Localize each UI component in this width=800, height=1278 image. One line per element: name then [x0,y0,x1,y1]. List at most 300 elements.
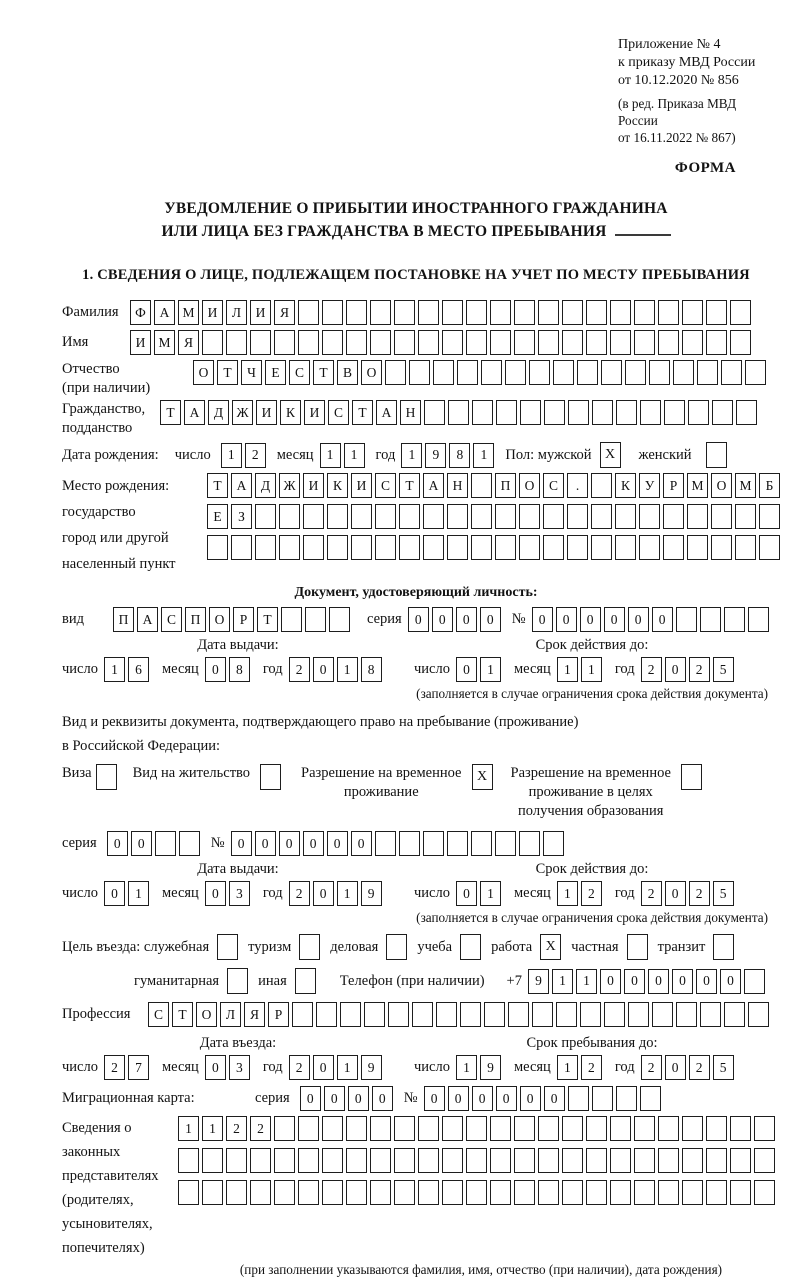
purpose-official-checkbox[interactable] [217,934,238,960]
char-cell[interactable] [250,1180,271,1205]
char-cell[interactable]: И [303,473,324,498]
char-cell[interactable]: 9 [361,881,382,906]
char-cell[interactable] [179,831,200,856]
char-cell[interactable]: Н [400,400,421,425]
char-cell[interactable]: 0 [279,831,300,856]
char-cell[interactable] [457,360,478,385]
char-cell[interactable]: 0 [448,1086,469,1111]
char-cell[interactable] [615,504,636,529]
char-cell[interactable]: К [615,473,636,498]
char-cell[interactable]: Т [257,607,278,632]
char-cell[interactable]: И [351,473,372,498]
char-cell[interactable] [592,400,613,425]
char-cell[interactable] [370,1148,391,1173]
char-cell[interactable]: 0 [107,831,128,856]
char-cell[interactable] [639,504,660,529]
visa-checkbox[interactable] [96,764,117,790]
char-cell[interactable] [250,1148,271,1173]
char-cell[interactable]: Р [233,607,254,632]
reps-cells-row1[interactable] [178,1116,778,1141]
char-cell[interactable] [490,300,511,325]
char-cell[interactable] [616,1086,637,1111]
char-cell[interactable]: 2 [245,443,266,468]
migration-number-cells[interactable] [424,1086,664,1111]
char-cell[interactable]: 2 [226,1116,247,1141]
entry-year-cells[interactable] [289,1055,385,1080]
char-cell[interactable]: 0 [131,831,152,856]
char-cell[interactable] [442,1180,463,1205]
char-cell[interactable]: 0 [556,607,577,632]
birth-month-cells[interactable] [320,443,368,468]
char-cell[interactable]: 0 [300,1086,321,1111]
char-cell[interactable] [394,330,415,355]
char-cell[interactable]: С [543,473,564,498]
char-cell[interactable] [316,1002,337,1027]
char-cell[interactable]: 0 [600,969,621,994]
char-cell[interactable]: Л [220,1002,241,1027]
char-cell[interactable] [586,1148,607,1173]
char-cell[interactable]: 0 [520,1086,541,1111]
char-cell[interactable] [178,1180,199,1205]
char-cell[interactable] [586,1116,607,1141]
purpose-business-checkbox[interactable] [386,934,407,960]
char-cell[interactable] [484,1002,505,1027]
char-cell[interactable] [370,1180,391,1205]
char-cell[interactable] [202,1180,223,1205]
char-cell[interactable]: 1 [480,657,501,682]
char-cell[interactable] [370,1116,391,1141]
char-cell[interactable] [634,1116,655,1141]
char-cell[interactable]: 8 [229,657,250,682]
char-cell[interactable]: К [280,400,301,425]
purpose-private-checkbox[interactable] [627,934,648,960]
char-cell[interactable]: 0 [408,607,429,632]
char-cell[interactable] [580,1002,601,1027]
char-cell[interactable] [730,330,751,355]
char-cell[interactable] [682,1148,703,1173]
char-cell[interactable] [673,360,694,385]
char-cell[interactable]: О [361,360,382,385]
char-cell[interactable] [327,504,348,529]
char-cell[interactable]: 0 [496,1086,517,1111]
char-cell[interactable] [682,300,703,325]
char-cell[interactable]: Т [313,360,334,385]
char-cell[interactable]: С [161,607,182,632]
char-cell[interactable]: А [184,400,205,425]
reps-cells-row2[interactable] [178,1148,778,1173]
char-cell[interactable]: О [711,473,732,498]
char-cell[interactable] [274,330,295,355]
char-cell[interactable] [634,330,655,355]
char-cell[interactable] [520,400,541,425]
char-cell[interactable] [759,504,780,529]
char-cell[interactable]: Т [217,360,238,385]
char-cell[interactable] [298,1148,319,1173]
char-cell[interactable]: 0 [648,969,669,994]
char-cell[interactable] [687,504,708,529]
entry-month-cells[interactable] [205,1055,253,1080]
char-cell[interactable] [754,1180,775,1205]
char-cell[interactable]: 0 [255,831,276,856]
char-cell[interactable] [538,1148,559,1173]
residence-valid-day-cells[interactable] [456,881,504,906]
char-cell[interactable]: 1 [552,969,573,994]
char-cell[interactable]: 9 [528,969,549,994]
char-cell[interactable] [562,1180,583,1205]
char-cell[interactable]: 1 [473,443,494,468]
char-cell[interactable]: Я [274,300,295,325]
char-cell[interactable] [418,1148,439,1173]
char-cell[interactable]: 0 [652,607,673,632]
char-cell[interactable] [730,300,751,325]
char-cell[interactable] [375,535,396,560]
char-cell[interactable] [706,1180,727,1205]
char-cell[interactable] [303,504,324,529]
char-cell[interactable] [568,400,589,425]
char-cell[interactable]: 1 [337,881,358,906]
purpose-work-checkbox[interactable]: X [540,934,561,960]
char-cell[interactable]: 0 [696,969,717,994]
char-cell[interactable] [676,607,697,632]
char-cell[interactable]: 0 [205,657,226,682]
char-cell[interactable]: М [735,473,756,498]
char-cell[interactable]: Л [226,300,247,325]
char-cell[interactable] [712,400,733,425]
char-cell[interactable]: А [376,400,397,425]
char-cell[interactable] [604,1002,625,1027]
char-cell[interactable] [322,1148,343,1173]
char-cell[interactable]: 1 [557,657,578,682]
char-cell[interactable] [471,831,492,856]
char-cell[interactable] [466,330,487,355]
char-cell[interactable]: С [375,473,396,498]
char-cell[interactable] [634,300,655,325]
given-name-cells[interactable] [130,330,754,355]
char-cell[interactable] [298,300,319,325]
char-cell[interactable] [490,1116,511,1141]
char-cell[interactable] [514,1116,535,1141]
char-cell[interactable]: М [178,300,199,325]
char-cell[interactable]: 1 [557,881,578,906]
doc-kind-cells[interactable] [113,607,353,632]
char-cell[interactable]: 5 [713,881,734,906]
char-cell[interactable]: 5 [713,1055,734,1080]
char-cell[interactable] [697,360,718,385]
purpose-transit-checkbox[interactable] [713,934,734,960]
stay-day-cells[interactable] [456,1055,504,1080]
residence-valid-year-cells[interactable] [641,881,737,906]
char-cell[interactable]: 2 [289,1055,310,1080]
char-cell[interactable] [495,831,516,856]
doc-valid-day-cells[interactable] [456,657,504,682]
doc-issue-month-cells[interactable] [205,657,253,682]
char-cell[interactable]: 2 [289,657,310,682]
char-cell[interactable] [519,504,540,529]
char-cell[interactable]: 1 [576,969,597,994]
char-cell[interactable] [591,504,612,529]
char-cell[interactable]: 0 [480,607,501,632]
doc-valid-year-cells[interactable] [641,657,737,682]
doc-valid-month-cells[interactable] [557,657,605,682]
char-cell[interactable] [399,504,420,529]
char-cell[interactable] [298,1180,319,1205]
char-cell[interactable] [409,360,430,385]
char-cell[interactable] [340,1002,361,1027]
char-cell[interactable] [658,1180,679,1205]
char-cell[interactable]: 2 [581,881,602,906]
profession-cells[interactable] [148,1002,772,1027]
char-cell[interactable] [754,1148,775,1173]
char-cell[interactable] [736,400,757,425]
residence-valid-month-cells[interactable] [557,881,605,906]
char-cell[interactable]: 0 [472,1086,493,1111]
char-cell[interactable]: 2 [250,1116,271,1141]
sex-female-checkbox[interactable] [706,442,727,468]
char-cell[interactable] [322,330,343,355]
char-cell[interactable] [508,1002,529,1027]
char-cell[interactable]: 0 [665,881,686,906]
char-cell[interactable]: Ч [241,360,262,385]
char-cell[interactable]: А [423,473,444,498]
char-cell[interactable] [433,360,454,385]
char-cell[interactable]: 0 [532,607,553,632]
birth-place-cells-row2[interactable] [207,504,783,529]
sex-male-checkbox[interactable]: X [600,442,621,468]
char-cell[interactable] [706,1116,727,1141]
char-cell[interactable] [496,400,517,425]
char-cell[interactable]: И [256,400,277,425]
char-cell[interactable] [202,330,223,355]
char-cell[interactable] [412,1002,433,1027]
char-cell[interactable]: 0 [456,657,477,682]
char-cell[interactable] [495,504,516,529]
char-cell[interactable] [447,504,468,529]
char-cell[interactable]: . [567,473,588,498]
char-cell[interactable]: 1 [221,443,242,468]
char-cell[interactable] [490,1180,511,1205]
purpose-other-checkbox[interactable] [295,968,316,994]
char-cell[interactable]: 0 [348,1086,369,1111]
char-cell[interactable] [490,1148,511,1173]
char-cell[interactable]: 2 [289,881,310,906]
char-cell[interactable]: Д [255,473,276,498]
char-cell[interactable]: О [519,473,540,498]
char-cell[interactable] [682,1116,703,1141]
char-cell[interactable]: 2 [581,1055,602,1080]
char-cell[interactable]: 9 [480,1055,501,1080]
residence-issue-year-cells[interactable] [289,881,385,906]
char-cell[interactable] [553,360,574,385]
doc-number-cells[interactable] [532,607,772,632]
char-cell[interactable] [394,1116,415,1141]
char-cell[interactable]: Т [399,473,420,498]
char-cell[interactable]: О [196,1002,217,1027]
char-cell[interactable] [274,1148,295,1173]
birth-place-cells-row1[interactable] [207,473,783,498]
reps-cells-row3[interactable] [178,1180,778,1205]
char-cell[interactable]: 1 [337,1055,358,1080]
char-cell[interactable] [577,360,598,385]
char-cell[interactable]: К [327,473,348,498]
char-cell[interactable]: 2 [689,881,710,906]
char-cell[interactable] [255,504,276,529]
residence-issue-month-cells[interactable] [205,881,253,906]
char-cell[interactable] [567,535,588,560]
char-cell[interactable]: Н [447,473,468,498]
citizenship-cells[interactable] [160,400,760,425]
char-cell[interactable] [639,535,660,560]
migration-series-cells[interactable] [300,1086,396,1111]
char-cell[interactable] [532,1002,553,1027]
char-cell[interactable] [394,1180,415,1205]
char-cell[interactable] [466,1180,487,1205]
char-cell[interactable] [700,1002,721,1027]
char-cell[interactable] [514,330,535,355]
char-cell[interactable] [322,300,343,325]
char-cell[interactable] [155,831,176,856]
char-cell[interactable]: 0 [432,607,453,632]
char-cell[interactable]: О [209,607,230,632]
char-cell[interactable]: Т [352,400,373,425]
char-cell[interactable] [616,400,637,425]
char-cell[interactable]: 2 [689,657,710,682]
char-cell[interactable] [610,300,631,325]
char-cell[interactable]: С [289,360,310,385]
char-cell[interactable] [305,607,326,632]
char-cell[interactable] [628,1002,649,1027]
char-cell[interactable]: И [304,400,325,425]
char-cell[interactable] [562,330,583,355]
char-cell[interactable] [466,1116,487,1141]
char-cell[interactable] [442,1148,463,1173]
char-cell[interactable] [658,330,679,355]
char-cell[interactable] [399,831,420,856]
char-cell[interactable] [351,535,372,560]
char-cell[interactable]: 1 [480,881,501,906]
char-cell[interactable]: Д [208,400,229,425]
char-cell[interactable] [346,300,367,325]
char-cell[interactable] [418,330,439,355]
char-cell[interactable]: 0 [205,881,226,906]
char-cell[interactable] [730,1148,751,1173]
char-cell[interactable] [652,1002,673,1027]
char-cell[interactable]: 0 [580,607,601,632]
char-cell[interactable] [418,300,439,325]
char-cell[interactable]: 0 [665,657,686,682]
char-cell[interactable] [735,535,756,560]
char-cell[interactable] [505,360,526,385]
char-cell[interactable] [375,504,396,529]
char-cell[interactable] [448,400,469,425]
char-cell[interactable] [663,535,684,560]
char-cell[interactable] [610,1148,631,1173]
char-cell[interactable] [274,1180,295,1205]
char-cell[interactable]: 1 [456,1055,477,1080]
char-cell[interactable] [724,1002,745,1027]
char-cell[interactable] [303,535,324,560]
char-cell[interactable] [601,360,622,385]
char-cell[interactable] [682,1180,703,1205]
char-cell[interactable] [423,504,444,529]
char-cell[interactable] [424,400,445,425]
char-cell[interactable] [706,1148,727,1173]
char-cell[interactable]: 0 [313,881,334,906]
char-cell[interactable] [298,1116,319,1141]
char-cell[interactable] [640,400,661,425]
char-cell[interactable] [529,360,550,385]
stay-year-cells[interactable] [641,1055,737,1080]
char-cell[interactable] [538,330,559,355]
char-cell[interactable]: Ж [232,400,253,425]
char-cell[interactable]: 1 [178,1116,199,1141]
doc-issue-day-cells[interactable] [104,657,152,682]
birth-place-cells-row3[interactable] [207,535,783,560]
char-cell[interactable]: З [231,504,252,529]
char-cell[interactable] [418,1180,439,1205]
char-cell[interactable] [292,1002,313,1027]
char-cell[interactable]: Ф [130,300,151,325]
char-cell[interactable] [688,400,709,425]
char-cell[interactable]: 0 [424,1086,445,1111]
char-cell[interactable] [591,535,612,560]
char-cell[interactable]: 2 [641,657,662,682]
char-cell[interactable] [745,360,766,385]
char-cell[interactable] [466,1148,487,1173]
char-cell[interactable] [634,1148,655,1173]
residence-number-cells[interactable] [231,831,567,856]
char-cell[interactable]: О [193,360,214,385]
char-cell[interactable]: С [328,400,349,425]
char-cell[interactable] [687,535,708,560]
char-cell[interactable]: Т [207,473,228,498]
char-cell[interactable] [514,300,535,325]
char-cell[interactable] [490,330,511,355]
purpose-study-checkbox[interactable] [460,934,481,960]
char-cell[interactable]: П [113,607,134,632]
char-cell[interactable]: 0 [351,831,372,856]
char-cell[interactable]: 2 [689,1055,710,1080]
stay-month-cells[interactable] [557,1055,605,1080]
char-cell[interactable]: 2 [641,881,662,906]
char-cell[interactable] [586,300,607,325]
char-cell[interactable] [346,1180,367,1205]
char-cell[interactable]: 1 [581,657,602,682]
char-cell[interactable] [543,831,564,856]
char-cell[interactable] [370,300,391,325]
char-cell[interactable] [615,535,636,560]
char-cell[interactable] [640,1086,661,1111]
char-cell[interactable] [436,1002,457,1027]
char-cell[interactable]: 0 [672,969,693,994]
char-cell[interactable] [711,504,732,529]
char-cell[interactable] [364,1002,385,1027]
char-cell[interactable] [562,1148,583,1173]
char-cell[interactable] [721,360,742,385]
char-cell[interactable]: С [148,1002,169,1027]
char-cell[interactable] [748,607,769,632]
char-cell[interactable]: Т [160,400,181,425]
char-cell[interactable] [562,1116,583,1141]
char-cell[interactable] [226,330,247,355]
char-cell[interactable] [562,300,583,325]
char-cell[interactable]: М [154,330,175,355]
char-cell[interactable]: И [202,300,223,325]
char-cell[interactable] [385,360,406,385]
char-cell[interactable]: 1 [202,1116,223,1141]
char-cell[interactable]: 1 [344,443,365,468]
char-cell[interactable]: 0 [372,1086,393,1111]
char-cell[interactable]: 9 [361,1055,382,1080]
